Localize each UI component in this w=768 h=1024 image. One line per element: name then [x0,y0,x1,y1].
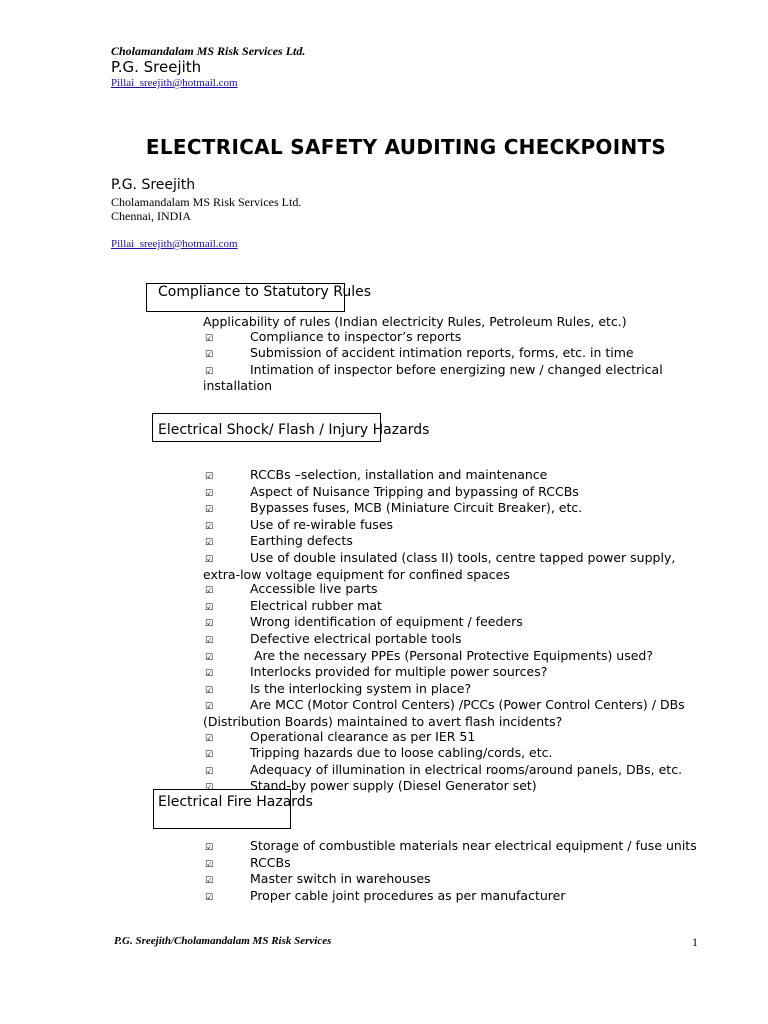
shock-list [203,468,703,796]
list-item: ☑ Interlocks provided for multiple power sources? [203,665,703,682]
list-item-continuation: extra-low voltage equipment for confined spaces [203,566,510,582]
checkbox-checked-icon: ☑ [205,554,214,565]
list-item: ☑ Tripping hazards due to loose cabling/cords, etc. [203,746,703,763]
checkbox-checked-icon: ☑ [205,876,214,887]
list-item: ☑ Storage of combustible materials near electrical equipment / fuse units [203,839,703,856]
list-item: ☑ Intimation of inspector before energizing new / changed electrical [203,363,703,380]
footer-text: P.G. Sreejith/Cholamandalam MS Risk Services [114,935,332,947]
shock-heading: Electrical Shock/ Flash / Injury Hazards [158,422,430,438]
list-item: ☑ Aspect of Nuisance Tripping and bypassing of RCCBs [203,485,703,502]
byline-organization: Cholamandalam MS Risk Services Ltd. [111,195,302,209]
list-item: ☑ Accessible live parts [203,582,703,599]
list-item: ☑ Use of re-wirable fuses [203,518,703,535]
checkbox-checked-icon: ☑ [205,488,214,499]
checkbox-checked-icon: ☑ [205,366,214,377]
header-author: P.G. Sreejith [111,58,202,76]
fire-list [203,839,703,905]
fire-heading: Electrical Fire Hazards [158,794,313,810]
list-item: ☑ RCCBs –selection, installation and maintenance [203,468,703,485]
list-item: ☑ Wrong identification of equipment / feeders [203,615,703,632]
list-item-continuation: installation [203,378,273,394]
checkbox-checked-icon: ☑ [205,350,214,361]
checkbox-checked-icon: ☑ [205,619,214,630]
checkbox-checked-icon: ☑ [205,859,214,870]
fire-box-gap [186,827,256,828]
compliance-list [203,315,703,394]
list-item-continuation: (Distribution Boards) maintained to avert flash incidents? [203,713,563,729]
checkbox-checked-icon: ☑ [205,333,214,344]
checkbox-checked-icon: ☑ [205,472,214,482]
byline-author: P.G. Sreejith [111,177,196,193]
checkbox-checked-icon: ☑ [205,652,214,663]
list-item: ☑ Bypasses fuses, MCB (Miniature Circuit Breaker), etc. [203,501,703,518]
checkbox-checked-icon: ☑ [205,685,214,696]
list-item: ☑ Use of double insulated (class II) tools, centre tapped power supply, [203,551,703,568]
list-item: ☑ Compliance to inspector’s reports [203,330,703,347]
list-item: ☑ Adequacy of illumination in electrical rooms/around panels, DBs, etc. [203,763,703,780]
checkbox-checked-icon: ☑ [205,602,214,613]
checkbox-checked-icon: ☑ [205,733,214,744]
checkbox-checked-icon: ☑ [205,843,214,853]
document-title: ELECTRICAL SAFETY AUDITING CHECKPOINTS [145,135,667,159]
compliance-heading: Compliance to Statutory Rules [158,284,371,300]
list-item: ☑ Electrical rubber mat [203,599,703,616]
list-item: ☑ RCCBs [203,856,703,873]
list-item: ☑ Are the necessary PPEs (Personal Protective Equipments) used? [203,649,703,666]
checkbox-checked-icon: ☑ [205,505,214,516]
list-item: ☑ Is the interlocking system in place? [203,682,703,699]
checkbox-checked-icon: ☑ [205,669,214,680]
list-item: ☑ Proper cable joint procedures as per manufacturer [203,889,703,906]
list-item: ☑ Earthing defects [203,534,703,551]
list-item: ☑ Stand-by power supply (Diesel Generator set) [203,779,703,796]
checkbox-checked-icon: ☑ [205,635,214,646]
compliance-intro: Applicability of rules (Indian electricity Rules, Petroleum Rules, etc.) [203,314,627,329]
list-item: ☑ Defective electrical portable tools [203,632,703,649]
byline-email-link[interactable]: Pillai_sreejith@hotmail.com [111,238,238,250]
header-email-link[interactable]: Pillai_sreejith@hotmail.com [111,77,238,89]
checkbox-checked-icon: ☑ [205,521,214,532]
list-item: ☑ Submission of accident intimation reports, forms, etc. in time [203,346,703,363]
checkbox-checked-icon: ☑ [205,892,214,903]
list-item: ☑ Operational clearance as per IER 51 [203,730,703,747]
checkbox-checked-icon: ☑ [205,538,214,549]
page-number: 1 [692,935,698,949]
checkbox-checked-icon: ☑ [205,783,214,794]
checkbox-checked-icon: ☑ [205,750,214,761]
checkbox-checked-icon: ☑ [205,586,214,597]
header-company: Cholamandalam MS Risk Services Ltd. [111,44,306,58]
checkbox-checked-icon: ☑ [205,702,214,713]
list-item: ☑ Master switch in warehouses [203,872,703,889]
byline-location: Chennai, INDIA [111,209,191,223]
list-item: ☑ Are MCC (Motor Control Centers) /PCCs (Power Control Centers) / DBs [203,698,703,715]
checkbox-checked-icon: ☑ [205,766,214,777]
